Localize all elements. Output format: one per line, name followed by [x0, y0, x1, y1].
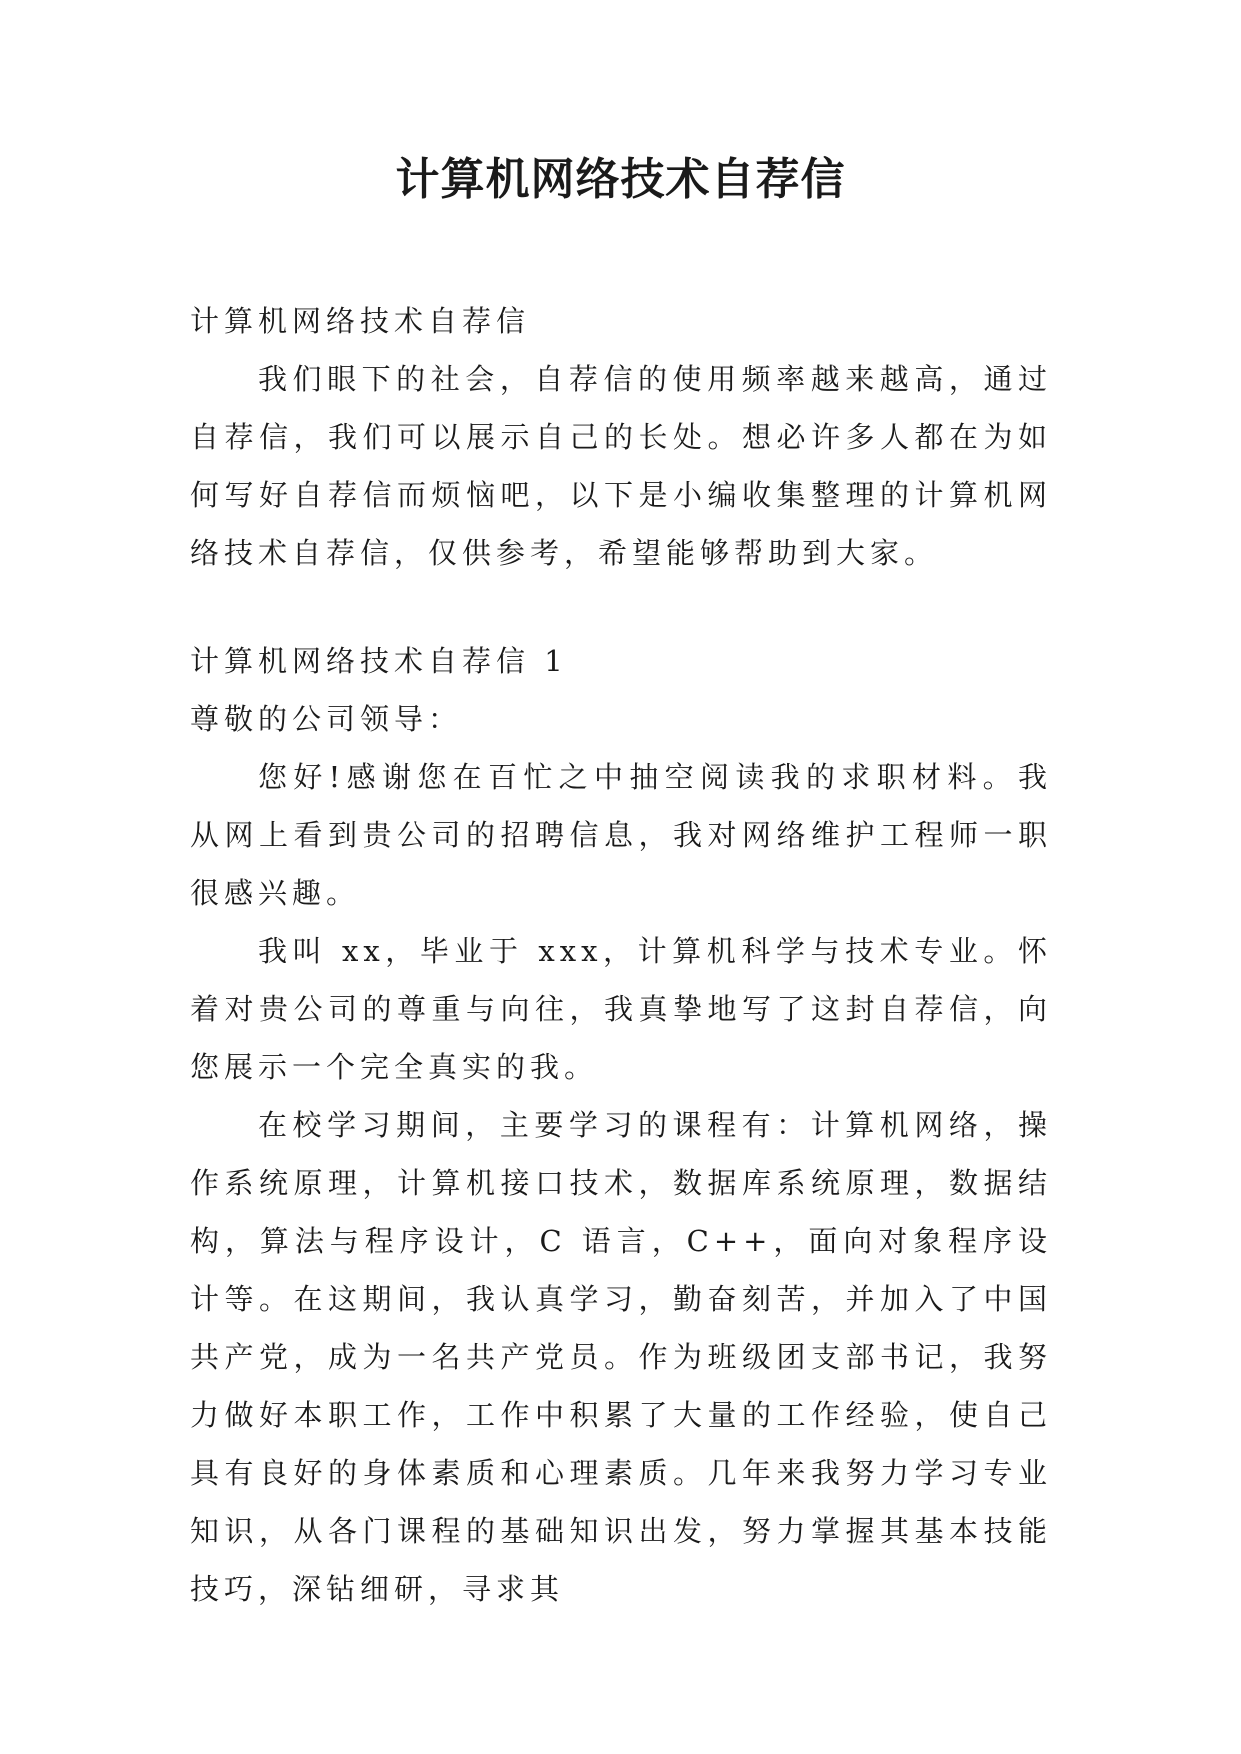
document-title: 计算机网络技术自荐信	[395, 154, 846, 205]
intro-paragraph: 我们眼下的社会，自荐信的使用频率越来越高，通过自荐信，我们可以展示自己的长处。想必许多人都在为如何写好自荐信而烦恼吧，以下是小编收集整理的计算机网络技术自荐信，仅供参考，希望能够帮助到大家。	[190, 362, 1052, 570]
document-body	[190, 292, 1052, 1618]
greeting-paragraph: 您好!感谢您在百忙之中抽空阅读我的求职材料。我从网上看到贵公司的招聘信息，我对网络维护工程师一职很感兴趣。	[190, 760, 1052, 910]
subtitle-paragraph: 计算机网络技术自荐信	[190, 304, 531, 338]
study-paragraph: 在校学习期间，主要学习的课程有：计算机网络，操作系统原理，计算机接口技术，数据库系统原理，数据结构，算法与程序设计，C 语言，C++，面向对象程序设计等。在这期间，我认真学习，勤奋刻苦，并加入了中国共产党，成为一名共产党员。作为班级团支部书记，我努力做好本职工作，工作中积累了大量的工作经验，使自己具有良好的身体素质和心理素质。几年来我努力学习专业知识，从各门课程的基础知识出发，努力掌握其基本技能技巧，深钻细研，寻求其	[190, 1108, 1052, 1606]
salutation: 尊敬的公司领导：	[190, 702, 463, 736]
section-gap	[190, 582, 1052, 632]
section-heading: 计算机网络技术自荐信 1	[190, 644, 568, 678]
self-intro-paragraph: 我叫 xx，毕业于 xxx，计算机科学与技术专业。怀着对贵公司的尊重与向往，我真挚地写了这封自荐信，向您展示一个完全真实的我。	[190, 934, 1052, 1084]
